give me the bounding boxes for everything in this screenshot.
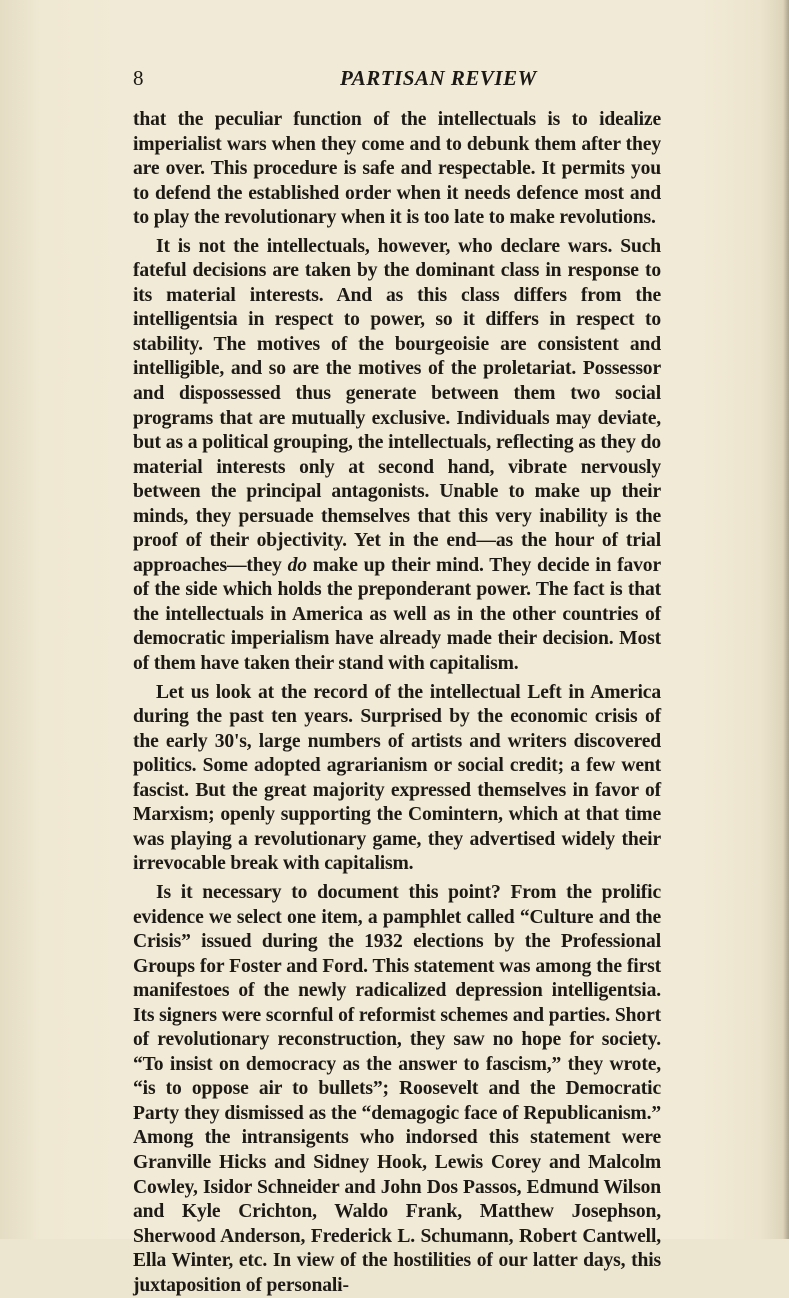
page-number: 8 xyxy=(133,66,144,90)
paragraph-2-text-after: make up their mind. They decide in favor of the side which holds the preponderant power. The fact is that the intellectuals in America as well as in the other countries of democratic imperialism have already made their decision. Most of them have taken their stand with capitalism. xyxy=(133,554,662,675)
running-head: PARTISAN REVIEW xyxy=(340,66,537,90)
paragraph-2-text: It is not the intellectuals, however, who declare wars. Such fateful decisions are taken by the dominant class in response to its material interests. And as this class differs from the intelligentsia in respect to power, so it differs in respect to stability. The motives of the bourgeoisie are consistent and intelligible, and so are the motives of the proletariat. Possessor and dispossessed thus generate between them two social programs that are mutually exclusive. Individuals may deviate, but as a political grouping, the intellectuals, reflecting as they do material interests only at second hand, vibrate nervously between the principal antagonists. Unable to make up their minds, they persuade themselves that this very inability is the proof of their objectivity. Yet in the end—as the hour of trial approaches—they xyxy=(133,235,661,576)
paragraph-3-text: Let us look at the record of the intellectual Left in America during the past ten years. Surprised by the economic crisis of the early 30's, large numbers of artists and writers discovered politics. Some adopted agrarianism or social credit; a few went fascist. But the great majority expressed themselves in favor of Marxism; openly supporting the Comintern, which at that time was playing a revolutionary game, they advertised widely their irrevocable break with capitalism. xyxy=(133,681,661,875)
body-text xyxy=(133,108,661,1298)
paragraph-1 xyxy=(133,108,661,231)
paragraph-2-italic: do xyxy=(287,554,307,576)
page-header xyxy=(133,63,661,93)
paragraph-2 xyxy=(133,235,661,677)
paragraph-3 xyxy=(133,681,661,877)
paragraph-4-text: Is it necessary to document this point? From the prolific evidence we select one item, a pamphlet called “Culture and the Crisis” issued during the 1932 elections by the Professional Groups for Foster and Ford. This statement was among the first manifestoes of the newly radicalized depression intelligentsia. Its signers were scornful of reformist schemes and parties. Short of revolutionary reconstruction, they saw no hope for society. “To insist on democracy as the answer to fascism,” they wrote, “is to oppose air to bullets”; Roosevelt and the Democratic Party they dismissed as the “demagogic face of Republicanism.” Among the intransigents who indorsed this statement were Granville Hicks and Sidney Hook, Lewis Corey and Malcolm Cowley, Isidor Schneider and John Dos Passos, Edmund Wilson and Kyle Crichton, Waldo Frank, Matthew Josephson, Sherwood Anderson, Frederick L. Schumann, Robert Cantwell, Ella Winter, etc. In view of the hostilities of our latter days, this juxtaposition of personali- xyxy=(133,881,661,1296)
paragraph-4 xyxy=(133,881,661,1298)
paragraph-1-text: that the peculiar function of the intellectuals is to idealize imperialist wars when they come and to debunk them after they are over. This procedure is safe and respectable. It permits you to defend the established order when it needs defence most and to play the revolutionary when it is too late to make revolutions. xyxy=(133,109,661,229)
page-edge-shadow xyxy=(783,0,789,1239)
